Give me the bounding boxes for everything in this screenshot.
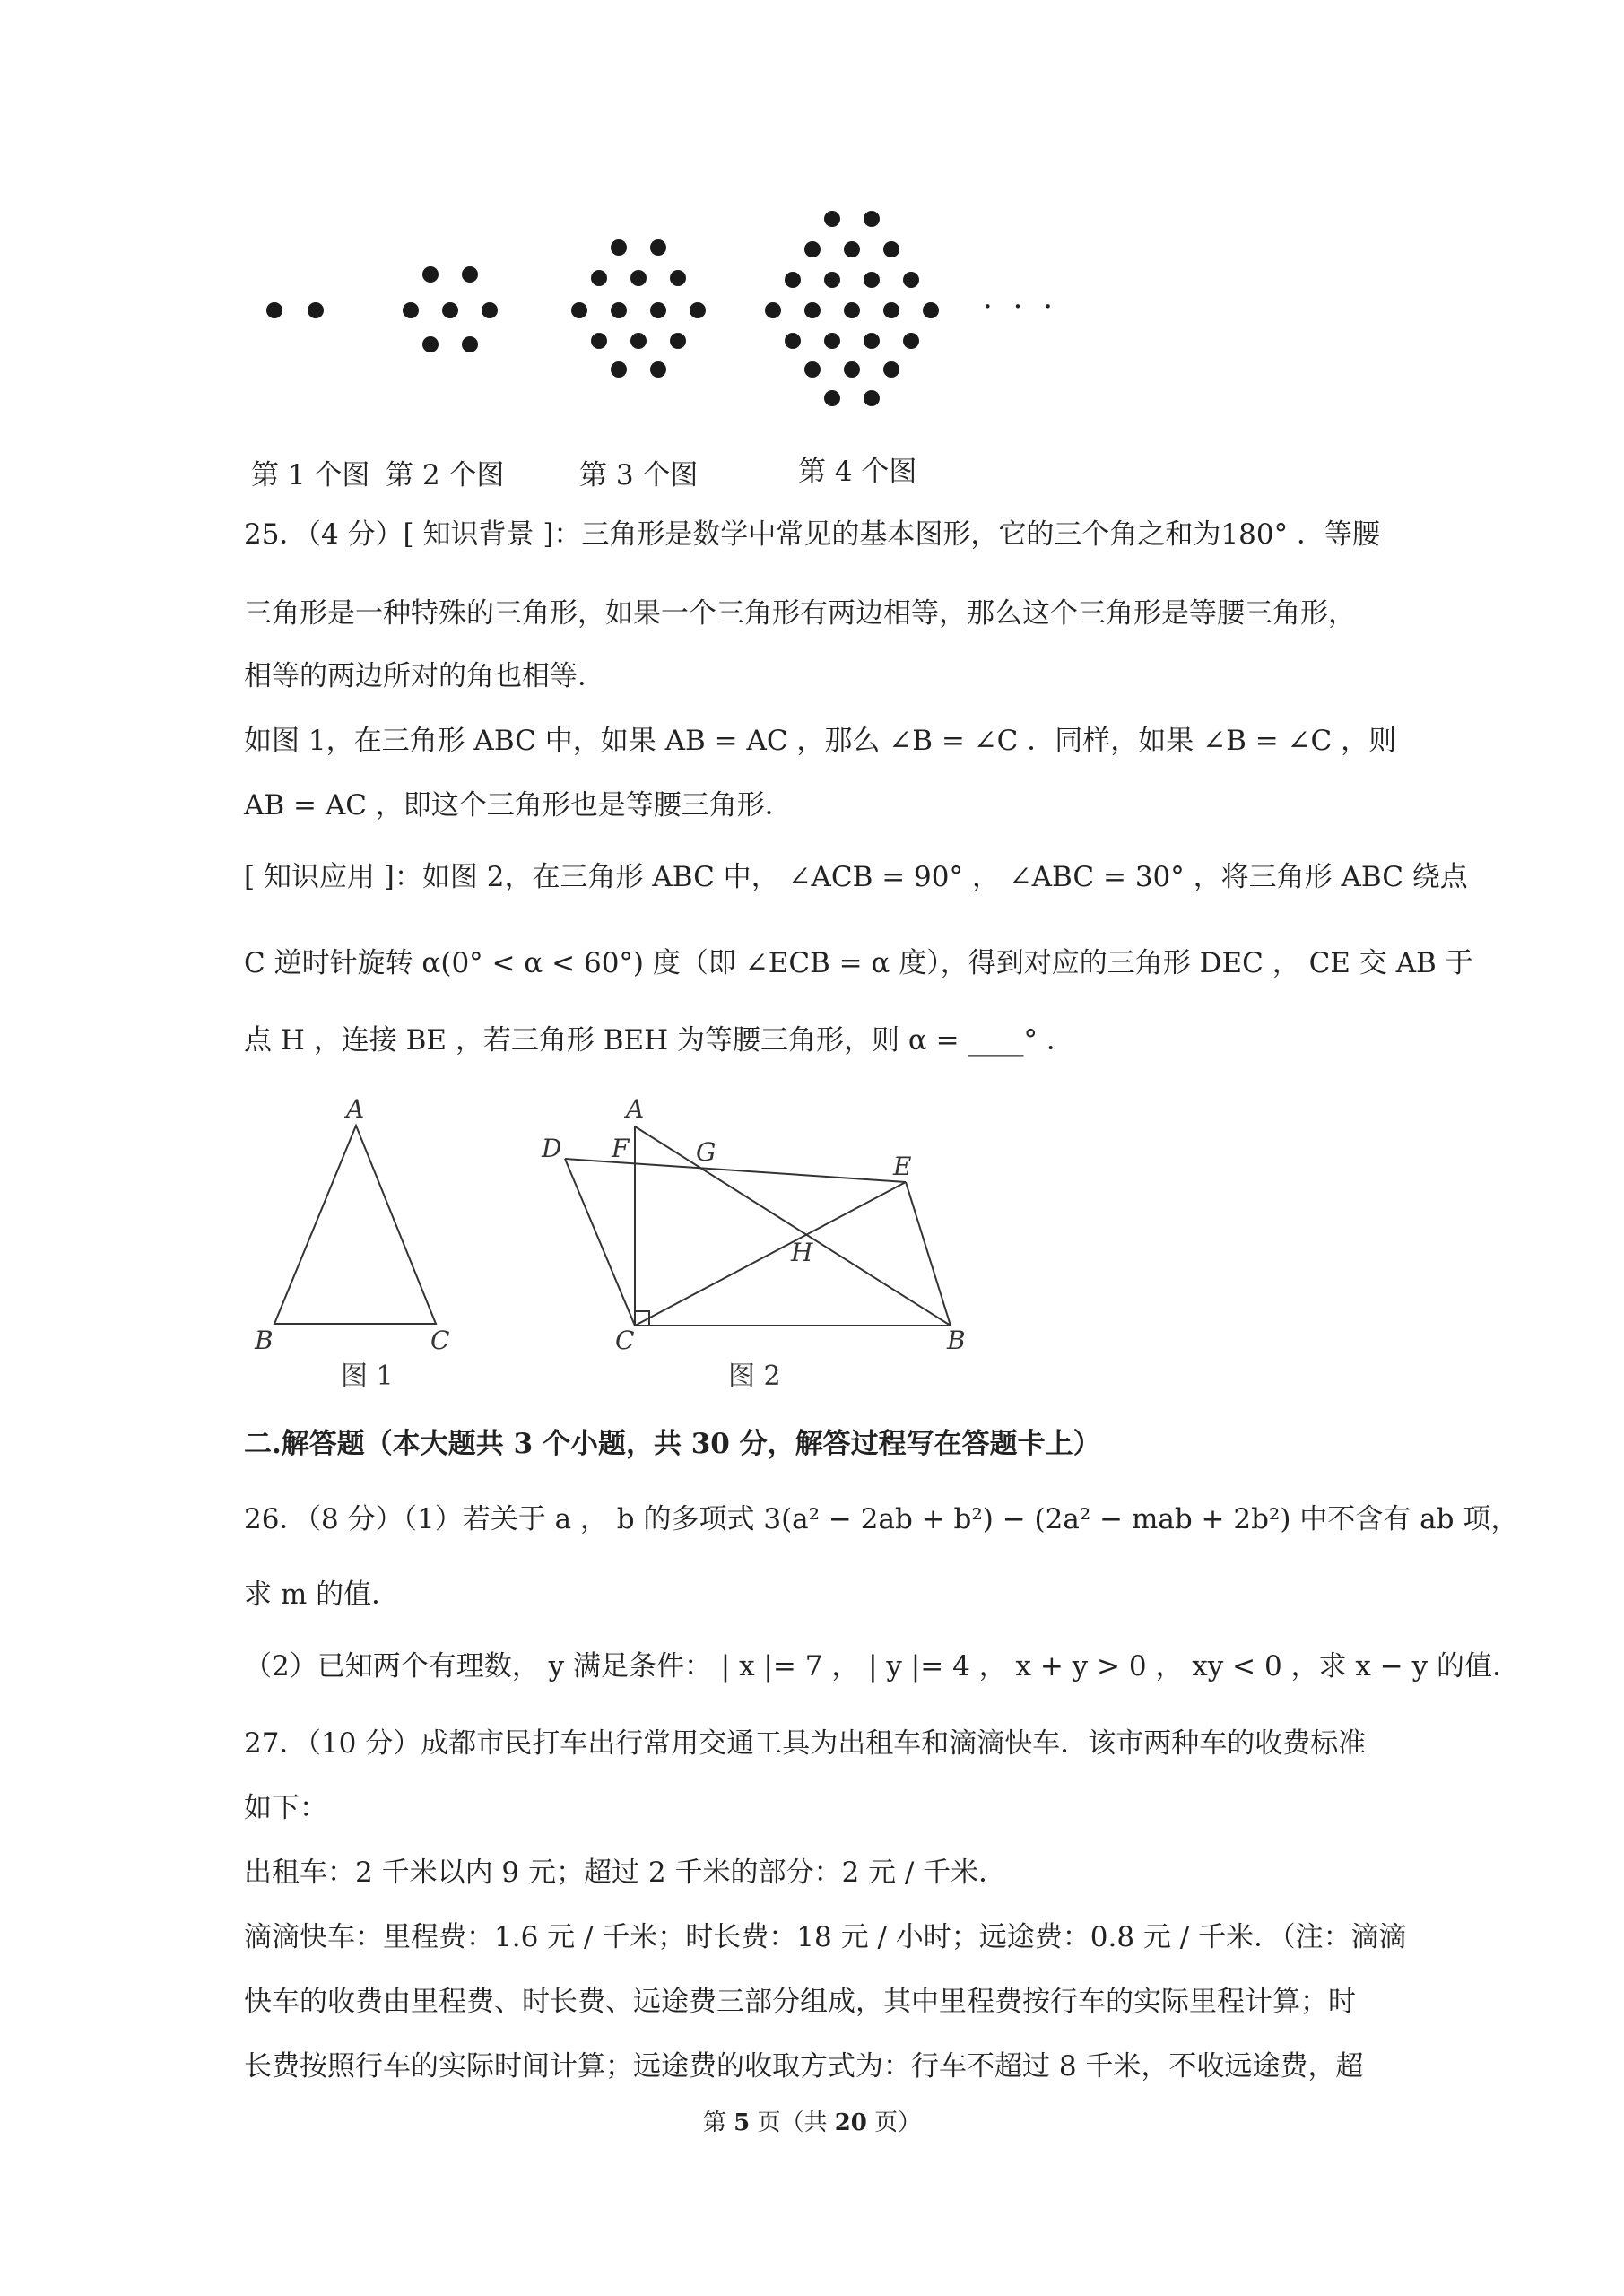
q26-line-2: 求 m 的值． (244, 1578, 400, 1611)
dot-caption-1: 第 1 个图 (251, 459, 370, 491)
fig2-label-f: F (612, 1134, 630, 1163)
q27-line-5: 快车的收费由里程费、时长费、远途费三部分组成，其中里程费按行车的实际里程计算；时 (244, 1986, 1356, 2018)
fig2-label-g: G (696, 1137, 716, 1167)
q25-line-2: 三角形是一种特殊的三角形，如果一个三角形有两边相等，那么这个三角形是等腰三角形， (244, 597, 1356, 630)
q25-line-1: 25．（4 分）[ 知识背景 ]：三角形是数学中常见的基本图形，它的三个角之和为180° ．等腰 (244, 518, 1380, 551)
fig1-label-a: A (346, 1094, 365, 1124)
fig1-label-c: C (430, 1326, 450, 1355)
q25-line-7: C 逆时针旋转 α(0° < α < 60°) 度（即 ∠ECB = α 度），得到对应的三角形 DEC ， CE 交 AB 于 (244, 947, 1473, 979)
dot-caption-3: 第 3 个图 (579, 459, 699, 491)
fig1-caption: 图 1 (341, 1361, 394, 1392)
fig2-label-e: E (893, 1152, 912, 1181)
q26-line-1: 26．（8 分）（1）若关于 a ， b 的多项式 3(a² − 2ab + b²) − (2a² − mab + 2b²) 中不含有 ab 项， (244, 1503, 1519, 1535)
dot-caption-4: 第 4 个图 (798, 456, 917, 488)
dot-figure-3 (571, 239, 706, 378)
section-2-heading: 二.解答题（本大题共 3 个小题，共 30 分，解答过程写在答题卡上） (244, 1428, 1101, 1460)
q25-line-5: AB = AC ，即这个三角形也是等腰三角形． (244, 789, 793, 822)
footer-prefix: 第 (702, 2109, 734, 2136)
dot-ellipsis: · · · (983, 289, 1059, 325)
figure-1-isosceles-triangle (242, 1085, 475, 1399)
q25-line-6: [ 知识应用 ]：如图 2，在三角形 ABC 中， ∠ACB = 90° ， ∠ABC = 30° ，将三角形 ABC 绕点 (244, 861, 1468, 893)
footer-total-pages: 20 (834, 2109, 867, 2136)
page-footer (0, 2104, 1624, 2137)
q27-line-1: 27．（10 分）成都市民打车出行常用交通工具为出租车和滴滴快车．该市两种车的收费标准 (244, 1727, 1367, 1760)
q25-line-4: 如图 1，在三角形 ABC 中，如果 AB = AC ，那么 ∠B = ∠C ．同样，如果 ∠B = ∠C ，则 (244, 725, 1397, 757)
q27-line-2: 如下： (244, 1792, 327, 1824)
figure-2-rotated-triangles (529, 1085, 995, 1399)
dot-pattern-figures (0, 179, 1624, 430)
footer-page-number: 5 (734, 2109, 751, 2136)
fig2-label-c: C (615, 1326, 635, 1355)
q27-line-4: 滴滴快车：里程费：1.6 元 / 千米；时长费：18 元 / 小时；远途费：0.8 元 / 千米．（注：滴滴 (244, 1921, 1407, 1953)
fig2-label-h: H (791, 1238, 813, 1267)
q26-line-3: （2）已知两个有理数， y 满足条件： | x |= 7 ， | y |= 4 ， x + y > 0 ， xy < 0 ，求 x − y 的值． (244, 1650, 1520, 1683)
q27-line-3: 出租车：2 千米以内 9 元；超过 2 千米的部分：2 元 / 千米． (244, 1857, 1007, 1889)
fig2-label-b: B (947, 1326, 966, 1355)
q27-line-6: 长费按照行车的实际时间计算；远途费的收取方式为：行车不超过 8 千米，不收远途费，超 (244, 2050, 1364, 2083)
footer-middle: 页（共 (750, 2109, 835, 2136)
dot-figure-2 (403, 266, 498, 352)
fig2-label-d: D (542, 1134, 562, 1163)
q25-line-8: 点 H ，连接 BE ，若三角形 BEH 为等腰三角形，则 α = ____° ． (244, 1024, 1074, 1057)
fig2-label-a: A (626, 1094, 645, 1124)
footer-suffix: 页） (866, 2109, 922, 2136)
q25-line-3: 相等的两边所对的角也相等． (244, 660, 605, 692)
dot-caption-2: 第 2 个图 (386, 459, 505, 491)
dot-figure-1 (266, 302, 324, 318)
fig1-label-b: B (255, 1326, 274, 1355)
fig2-caption: 图 2 (728, 1361, 781, 1392)
dot-figure-4 (765, 211, 939, 406)
